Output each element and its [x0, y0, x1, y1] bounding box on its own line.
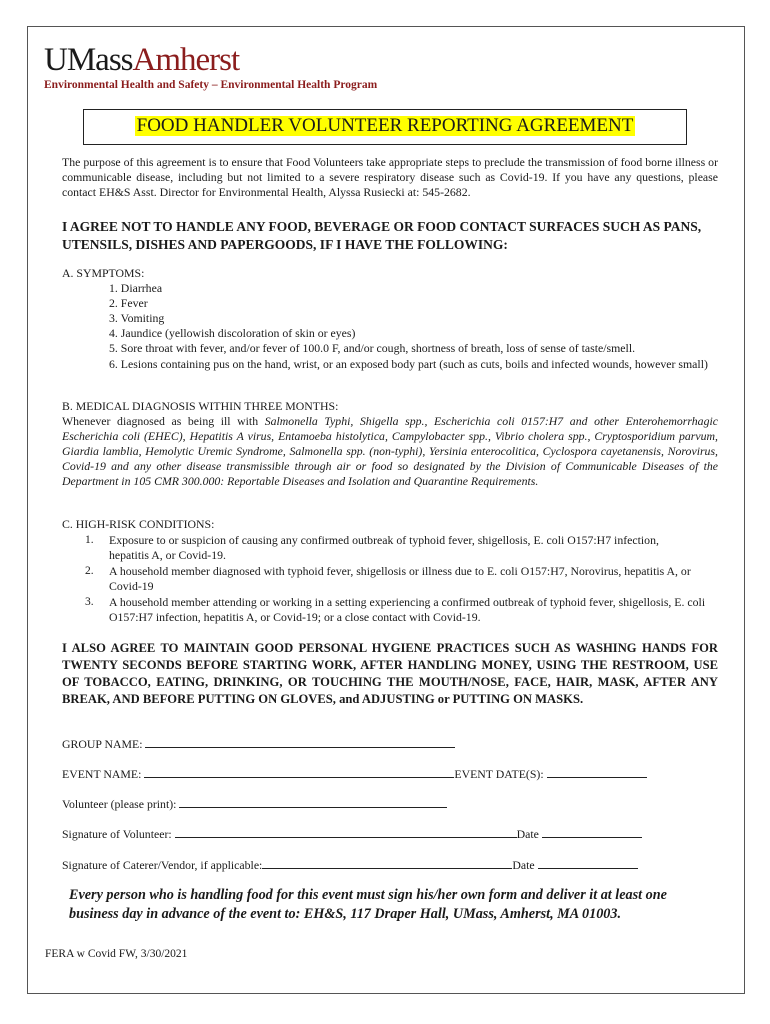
- date-line[interactable]: [542, 826, 642, 838]
- caterer-signature-label: Signature of Caterer/Vendor, if applicable:: [62, 858, 263, 872]
- event-dates-label: EVENT DATE(S):: [454, 767, 544, 781]
- symptom-item: 6. Lesions containing pus on the hand, wrist, or an exposed body part (such as cuts, boils and infected wounds, however small): [109, 357, 708, 371]
- caterer-signature-field[interactable]: [62, 857, 638, 873]
- date-line[interactable]: [538, 857, 638, 869]
- hygiene-heading: I ALSO AGREE TO MAINTAIN GOOD PERSONAL HYGIENE PRACTICES SUCH AS WASHING HANDS FOR TWENTY SECONDS BEFORE STARTING WORK, AFTER HANDLING MONEY, USING THE RESTROOM, USE OF TOBACCO, EATING, DRINKING, OR TOUCHING THE MOUTH/NOSE, FACE, HAIR, MASK, AFTER ANY BREAK, AND BEFORE PUTTING ON GLOVES, and ADJUSTING or PUTTING ON MASKS.: [62, 641, 718, 706]
- volunteer-signature-field[interactable]: [62, 826, 642, 842]
- symptom-item: 5. Sore throat with fever, and/or fever of 100.0 F, and/or cough, shortness of breath, loss of sense of taste/smell.: [109, 341, 636, 355]
- condition-number: 3.: [85, 596, 94, 608]
- date-label: Date: [512, 858, 535, 872]
- event-name-label: EVENT NAME:: [62, 767, 142, 781]
- volunteer-name-label: Volunteer (please print):: [62, 797, 177, 811]
- group-name-label: GROUP NAME:: [62, 737, 143, 751]
- section-b-paragraph: Whenever diagnosed as being ill with Salmonella Typhi, Shigella spp., Escherichia coli 0157:H7 and other Enterohemorrhagic Escherichia coli (EHEC), Hepatitis A virus, Entamoeba histolytica, Campylobacter spp., Vibrio cholera spp., Cryptosporidium parvum, Giardia lamblia, Hemolytic Uremic Syndrome, Salmonella spp. (non-typhi), Yersinia enterocolitica, Cyclospora cayetanensis, Norovirus, Covid-19 and any other disease transmissible through air or food so designated by the Division of Communicable Diseases of the Department in 105 CMR 300.000: Reportable Diseases and Isolation and Quarantine Requirements.: [62, 414, 718, 488]
- intro-paragraph: The purpose of this agreement is to ensure that Food Volunteers take appropriate steps to preclude the transmission of food borne illness or communicable disease, including but not limited to a severe respiratory disease such as Covid-19. If you have any questions, please contact EH&S Asst. Director for Environmental Health, Alyssa Rusiecki at: 545-2682.: [62, 155, 718, 199]
- group-name-line[interactable]: [145, 736, 455, 748]
- volunteer-name-line[interactable]: [179, 796, 447, 808]
- symptom-item: 4. Jaundice (yellowish discoloration of skin or eyes): [109, 326, 356, 340]
- umass-amherst-logo: UMassAmherst: [44, 42, 240, 78]
- agree-heading: I AGREE NOT TO HANDLE ANY FOOD, BEVERAGE OR FOOD CONTACT SURFACES SUCH AS PANS, UTENSILS, DISHES AND PAPERGOODS, IF I HAVE THE FOLLOWING:: [62, 219, 702, 252]
- symptom-item: 3. Vomiting: [109, 311, 165, 325]
- section-c-heading: C. HIGH-RISK CONDITIONS:: [62, 517, 215, 531]
- revision-label: FERA w Covid FW, 3/30/2021: [45, 948, 188, 960]
- condition-item: A household member diagnosed with typhoid fever, shigellosis or illness due to E. coli O157:H7, Norovirus, hepatitis A, or Covid-19: [109, 564, 691, 593]
- group-name-field[interactable]: [62, 736, 455, 752]
- condition-number: 2.: [85, 565, 94, 577]
- page-title: FOOD HANDLER VOLUNTEER REPORTING AGREEMENT: [136, 115, 634, 136]
- condition-item: Exposure to or suspicion of causing any confirmed outbreak of typhoid fever, shigellosis, E. coli O157:H7 infection, hepatitis A, or Covid-19.: [109, 533, 659, 562]
- event-dates-line[interactable]: [547, 766, 647, 778]
- section-a-heading: A. SYMPTOMS:: [62, 266, 145, 280]
- volunteer-signature-line[interactable]: [175, 826, 517, 838]
- symptom-item: 2. Fever: [109, 296, 148, 310]
- date-label: Date: [516, 827, 539, 841]
- department-subheader: Environmental Health and Safety – Environmental Health Program: [44, 79, 378, 91]
- volunteer-name-field[interactable]: [62, 796, 447, 812]
- title-box: [83, 109, 687, 145]
- condition-number: 1.: [85, 534, 94, 546]
- submission-note: Every person who is handling food for this event must sign his/her own form and deliver it at least one business day in advance of the event to: EH&S, 117 Draper Hall, UMass, Amherst, MA 01003.: [69, 887, 667, 922]
- event-name-line[interactable]: [144, 766, 454, 778]
- volunteer-signature-label: Signature of Volunteer:: [62, 827, 172, 841]
- event-name-field[interactable]: [62, 766, 647, 782]
- condition-item: A household member attending or working in a setting experiencing a confirmed outbreak of typhoid fever, shigellosis, E. coli O157:H7 infection, hepatitis A, or Covid-19; or a close contact with Covid-19.: [109, 595, 706, 624]
- section-b-heading: B. MEDICAL DIAGNOSIS WITHIN THREE MONTHS:: [62, 399, 339, 413]
- caterer-signature-line[interactable]: [262, 857, 512, 869]
- symptom-item: 1. Diarrhea: [109, 281, 163, 295]
